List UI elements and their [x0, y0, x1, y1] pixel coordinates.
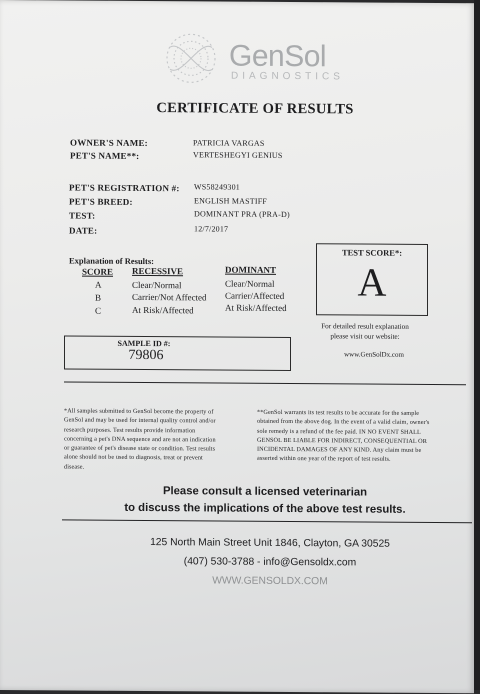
footnote-left-line: alone should not be used to diagnosis, treat or prevent — [64, 453, 203, 462]
company-website-link[interactable]: WWW.GENSOLDX.COM — [212, 575, 328, 588]
dominant-header: DOMINANT — [225, 264, 276, 275]
test-score-value: A — [357, 259, 387, 305]
recessive-header: RECESSIVE — [132, 265, 184, 277]
table-row-b-recessive: Carrier/Not Affected — [132, 291, 207, 303]
footnote-right-line: obtained from the above dog. In the event of a valid claim, owner's — [257, 418, 430, 427]
certificate-title: CERTIFICATE OF RESULTS — [156, 100, 354, 118]
owner-name-value: PATRICIA VARGAS — [193, 138, 265, 148]
footnote-right-line: asserted within one year of the report of test results. — [257, 455, 391, 464]
table-row-b-score: B — [95, 292, 102, 303]
table-row-a-recessive: Clear/Normal — [132, 279, 182, 291]
footnote-right-line: GENSOL BE LIABLE FOR INDIRECT, CONSEQUENTIAL OR — [257, 436, 427, 445]
company-address: 125 North Main Street Unit 1846, Clayton, GA 30525 — [150, 537, 390, 550]
consult-line-2: to discuss the implications of the above test results. — [124, 501, 406, 516]
breed-label: PET'S BREED: — [69, 196, 133, 207]
table-row-c-recessive: At Risk/Affected — [132, 304, 194, 316]
date-label: DATE: — [69, 225, 98, 236]
footnote-left-line: concerning a pet's DNA sequence and are not an indication — [64, 435, 216, 444]
gensol-logo-icon — [156, 23, 226, 93]
sample-id-value: 79806 — [128, 347, 164, 364]
pet-name-label: PET'S NAME**: — [70, 150, 140, 161]
detail-note-line-1: For detailed result explanation — [321, 322, 409, 331]
table-row-c-dominant: At Risk/Affected — [225, 302, 287, 314]
owner-name-label: OWNER'S NAME: — [70, 137, 148, 149]
pet-name-value: VERTESHEGYI GENIUS — [193, 150, 283, 160]
score-header: SCORE — [82, 266, 114, 277]
registration-value: WS58249301 — [194, 182, 240, 192]
detail-note-line-2: please visit our website: — [330, 332, 400, 341]
test-score-label: TEST SCORE*: — [341, 247, 403, 258]
section-divider-bottom — [62, 519, 472, 523]
footnote-left-line: research purposes. Test results provide information — [64, 426, 196, 434]
footnote-left-line: disease. — [64, 463, 85, 471]
test-value: DOMINANT PRA (PRA-D) — [194, 209, 290, 220]
footnote-left-line: GenSol and may be used for internal quality control and/or — [64, 416, 216, 425]
table-row-a-score: A — [95, 279, 102, 290]
sample-id-label: SAMPLE ID #: — [117, 338, 171, 349]
footnote-left — [64, 406, 260, 472]
explanation-title: Explanation of Results: — [69, 255, 155, 267]
test-label: TEST: — [69, 210, 96, 221]
footnote-left-line: *All samples submitted to GenSol become the property of — [64, 407, 214, 416]
footnote-right-line: **GenSol warrants its test results to be accurate for the sample — [257, 408, 420, 417]
detail-note — [300, 321, 430, 342]
logo-wordmark: GenSol — [229, 39, 327, 74]
detail-website-link[interactable]: www.GenSolDx.com — [344, 350, 404, 359]
footnote-right — [257, 408, 469, 465]
footnote-right-line: sole remedy is a refund of the fee paid. IN NO EVENT SHALL — [257, 427, 421, 436]
consult-line-1: Please consult a licensed veterinarian — [162, 485, 368, 499]
table-row-a-dominant: Clear/Normal — [225, 278, 275, 289]
photo-background-edge — [474, 0, 480, 690]
registration-label: PET'S REGISTRATION #: — [69, 182, 180, 194]
company-contact: (407) 530-3788 - info@Gensoldx.com — [183, 556, 357, 569]
date-value: 12/7/2017 — [194, 224, 229, 234]
table-row-b-dominant: Carrier/Affected — [225, 290, 285, 301]
table-row-c-score: C — [95, 305, 102, 316]
footnote-left-line: or guarantee of pet's disease state or condition. Test results — [64, 444, 216, 453]
footnote-right-line: INCIDENTAL DAMAGES OF ANY KIND. Any claim must be — [257, 445, 422, 455]
logo-subtitle: DIAGNOSTICS — [231, 70, 344, 83]
section-divider-top — [64, 381, 466, 385]
breed-value: ENGLISH MASTIFF — [194, 196, 268, 206]
